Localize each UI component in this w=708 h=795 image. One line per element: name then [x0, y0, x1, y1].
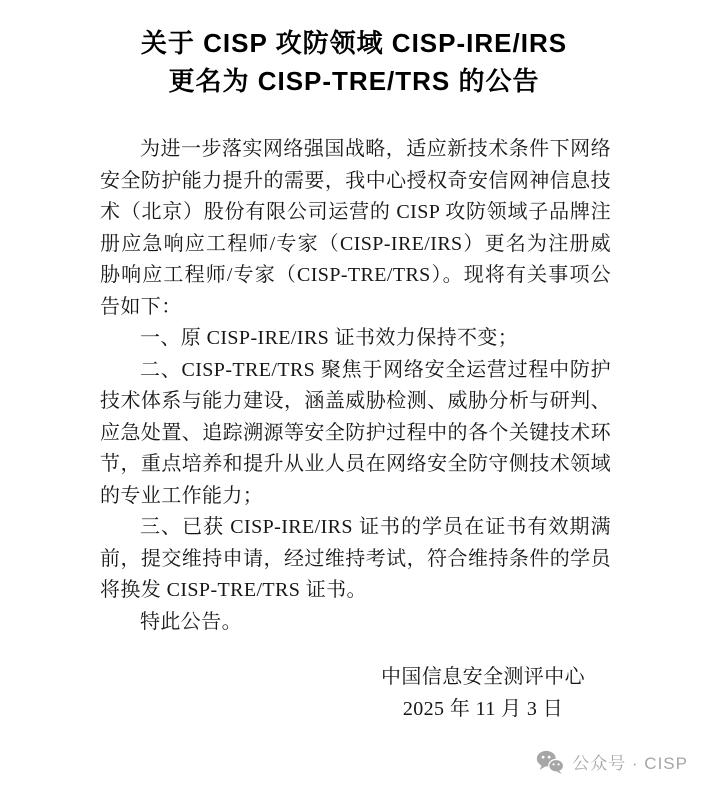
- paragraph-item-3: 三、已获 CISP-IRE/IRS 证书的学员在证书有效期满前，提交维持申请，经过维持考试，符合维持条件的学员将换发 CISP-TRE/TRS 证书。: [100, 516, 611, 601]
- title-line-2: 更名为 CISP-TRE/TRS 的公告: [168, 66, 540, 96]
- paragraph-item-1: 一、原 CISP-IRE/IRS 证书效力保持不变；: [140, 327, 519, 349]
- title-line-1: 关于 CISP 攻防领域 CISP-IRE/IRS: [140, 28, 568, 58]
- closing-statement: 特此公告。: [140, 610, 242, 633]
- paragraph-item-2: 二、CISP-TRE/TRS 聚焦于网络安全运营过程中防护技术体系与能力建设，涵盖威胁检测、威胁分析与研判、应急处置、追踪溯源等安全防护过程中的各个关键技术环节，重点培养和提升从业人员在网络安全防守侧技术领域的专业工作能力；: [100, 358, 611, 507]
- wechat-icon: [536, 750, 564, 774]
- signature-date: 2025 年 11 月 3 日: [402, 697, 564, 720]
- wechat-account-label: 公众号 · CISP: [572, 754, 688, 773]
- announcement-title: [0, 24, 708, 100]
- signature-organization: 中国信息安全测评中心: [381, 666, 585, 688]
- signature-block: [381, 662, 585, 725]
- announcement-body: [100, 134, 611, 725]
- wechat-footer: [536, 749, 688, 774]
- paragraph-intro: 为进一步落实网络强国战略，适应新技术条件下网络安全防护能力提升的需要，我中心授权奇安信网神信息技术（北京）股份有限公司运营的 CISP 攻防领域子品牌注册应急响应工程师/专家（CISP-IRE/IRS）更名为注册威胁响应工程师/专家（CISP-TRE/TRS）。现将有关事项公告如下：: [100, 138, 611, 318]
